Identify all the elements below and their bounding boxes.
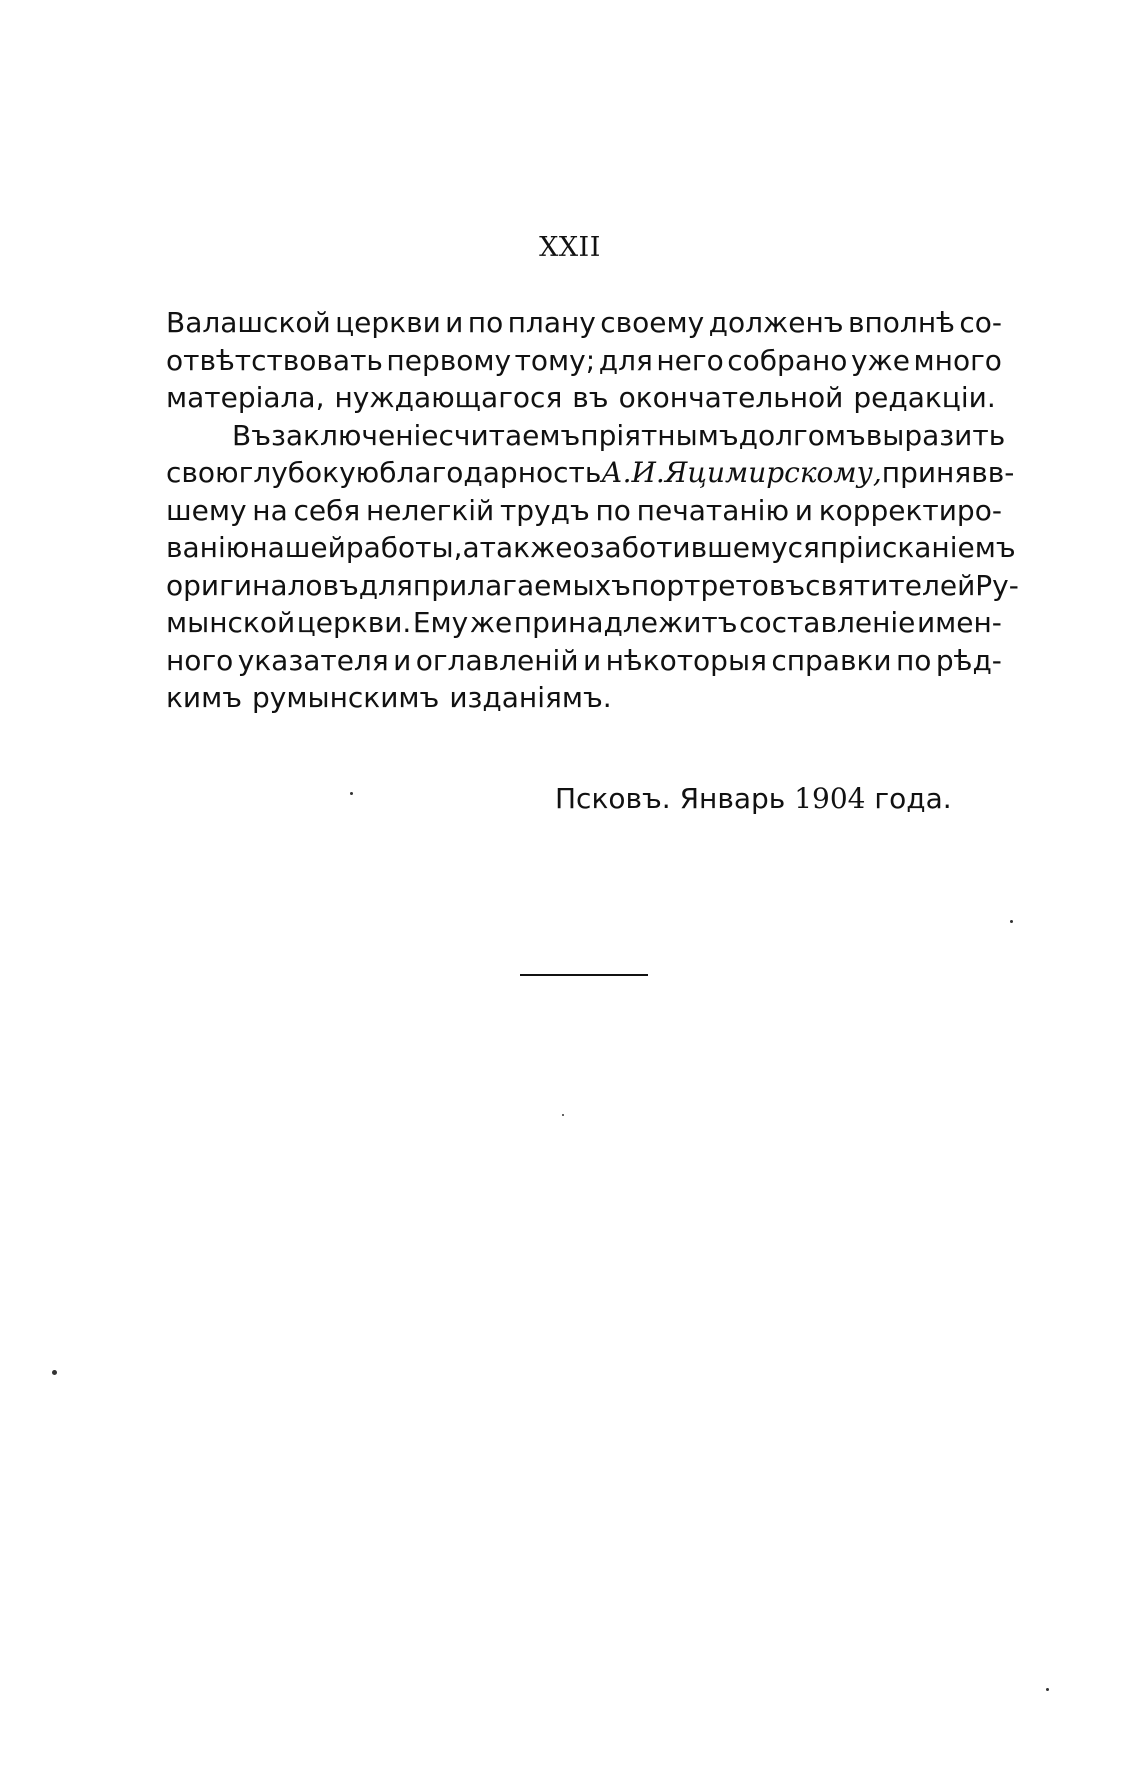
word: плану bbox=[507, 306, 596, 339]
name-surname: Яцимирскому, bbox=[664, 456, 882, 489]
name-initial: А. bbox=[601, 456, 632, 489]
word: принявв- bbox=[881, 456, 1015, 489]
word: себя bbox=[293, 493, 361, 527]
word: Ру- bbox=[975, 568, 1019, 602]
word: долгомъ bbox=[738, 418, 866, 452]
word: прилагаемыхъ bbox=[412, 568, 631, 602]
word: церкви. bbox=[296, 606, 412, 639]
word: и bbox=[393, 643, 412, 677]
word: Ему bbox=[412, 606, 469, 639]
word: отвѣтствовать bbox=[166, 343, 383, 377]
text-line bbox=[166, 529, 1016, 567]
text-line bbox=[166, 454, 1015, 492]
word: нашей bbox=[249, 531, 346, 564]
text-line bbox=[166, 679, 1002, 717]
word: составленіе bbox=[739, 606, 916, 639]
text-line bbox=[166, 342, 1002, 380]
word: по bbox=[896, 643, 932, 677]
word: редакціи. bbox=[853, 381, 996, 414]
scan-speck bbox=[350, 792, 353, 795]
word: и bbox=[794, 493, 813, 527]
text-line bbox=[166, 304, 1002, 342]
word: а bbox=[462, 531, 480, 564]
word: и bbox=[582, 643, 602, 677]
word: долженъ bbox=[708, 306, 844, 339]
word: нуждающагося bbox=[334, 381, 563, 414]
word: глубокую bbox=[238, 456, 380, 489]
word: же bbox=[469, 606, 513, 639]
name-initial: И. bbox=[631, 456, 665, 489]
word: на bbox=[252, 493, 288, 527]
word: и bbox=[445, 306, 464, 339]
text-line bbox=[166, 567, 1019, 605]
word: тому; bbox=[514, 343, 596, 377]
word: мынской bbox=[166, 606, 296, 639]
text-line bbox=[166, 642, 1002, 680]
scan-speck bbox=[1046, 1688, 1049, 1691]
word: справки bbox=[771, 643, 892, 677]
word: ного bbox=[166, 643, 234, 677]
word: святителей bbox=[805, 568, 976, 602]
word: считаемъ bbox=[438, 418, 581, 452]
closing-rule bbox=[520, 974, 648, 976]
word: имен- bbox=[916, 606, 1002, 639]
word: со- bbox=[959, 306, 1002, 339]
word: румынскимъ bbox=[252, 681, 440, 714]
word: своему bbox=[600, 306, 705, 339]
word: вполнѣ bbox=[847, 306, 955, 339]
word: печатанію bbox=[636, 493, 790, 527]
signoff-place-date bbox=[555, 782, 952, 815]
word: пріисканіемъ bbox=[819, 531, 1016, 564]
word: благодарность bbox=[379, 456, 602, 489]
page-number: XXII bbox=[539, 232, 601, 263]
signoff-suffix: года. bbox=[874, 782, 952, 815]
body-text bbox=[166, 304, 1019, 717]
word: принадлежитъ bbox=[513, 606, 738, 639]
signoff-month: Январь bbox=[679, 782, 786, 815]
scan-speck bbox=[562, 1114, 564, 1116]
word: также bbox=[479, 531, 573, 564]
word: портретовъ bbox=[630, 568, 806, 602]
word: много bbox=[913, 343, 1002, 377]
word: кимъ bbox=[166, 681, 243, 714]
word: трудъ bbox=[499, 493, 590, 527]
word: пріятнымъ bbox=[580, 418, 739, 452]
word: по bbox=[467, 306, 504, 339]
word: озаботившемуся bbox=[572, 531, 820, 564]
word: для bbox=[358, 568, 413, 602]
word: рѣд- bbox=[935, 643, 1002, 677]
word: въ bbox=[572, 381, 609, 414]
text-line bbox=[166, 604, 1002, 642]
word: шему bbox=[166, 493, 247, 527]
signoff-year: 1904 bbox=[794, 782, 866, 815]
text-line bbox=[166, 492, 1002, 530]
word: ванію bbox=[166, 531, 250, 564]
word: для bbox=[598, 343, 653, 377]
signoff-place: Псковъ. bbox=[555, 782, 671, 815]
word: уже bbox=[850, 343, 910, 377]
word: по bbox=[595, 493, 631, 527]
word: работы, bbox=[345, 531, 463, 564]
word: выразить bbox=[865, 418, 1006, 452]
word: него bbox=[656, 343, 724, 377]
scan-speck bbox=[1010, 920, 1013, 923]
word: собрано bbox=[727, 343, 848, 377]
word: нелегкій bbox=[365, 493, 495, 527]
word: указателя bbox=[237, 643, 389, 677]
word: корректиро- bbox=[818, 493, 1002, 527]
word: церкви bbox=[335, 306, 441, 339]
word: первому bbox=[386, 343, 512, 377]
scan-speck bbox=[52, 1370, 57, 1375]
word: оригиналовъ bbox=[166, 568, 359, 602]
word: изданіямъ. bbox=[449, 681, 612, 714]
paragraph-start-line bbox=[166, 417, 1006, 455]
word: окончательной bbox=[618, 381, 844, 414]
word: нѣкоторыя bbox=[605, 643, 767, 677]
text-line bbox=[166, 379, 1002, 417]
word: свою bbox=[166, 456, 239, 489]
word: заключеніе bbox=[271, 418, 439, 452]
word: Валашской bbox=[166, 306, 331, 339]
word: Въ bbox=[232, 418, 271, 452]
word: матеріала, bbox=[166, 381, 325, 414]
word: оглавленій bbox=[415, 643, 579, 677]
